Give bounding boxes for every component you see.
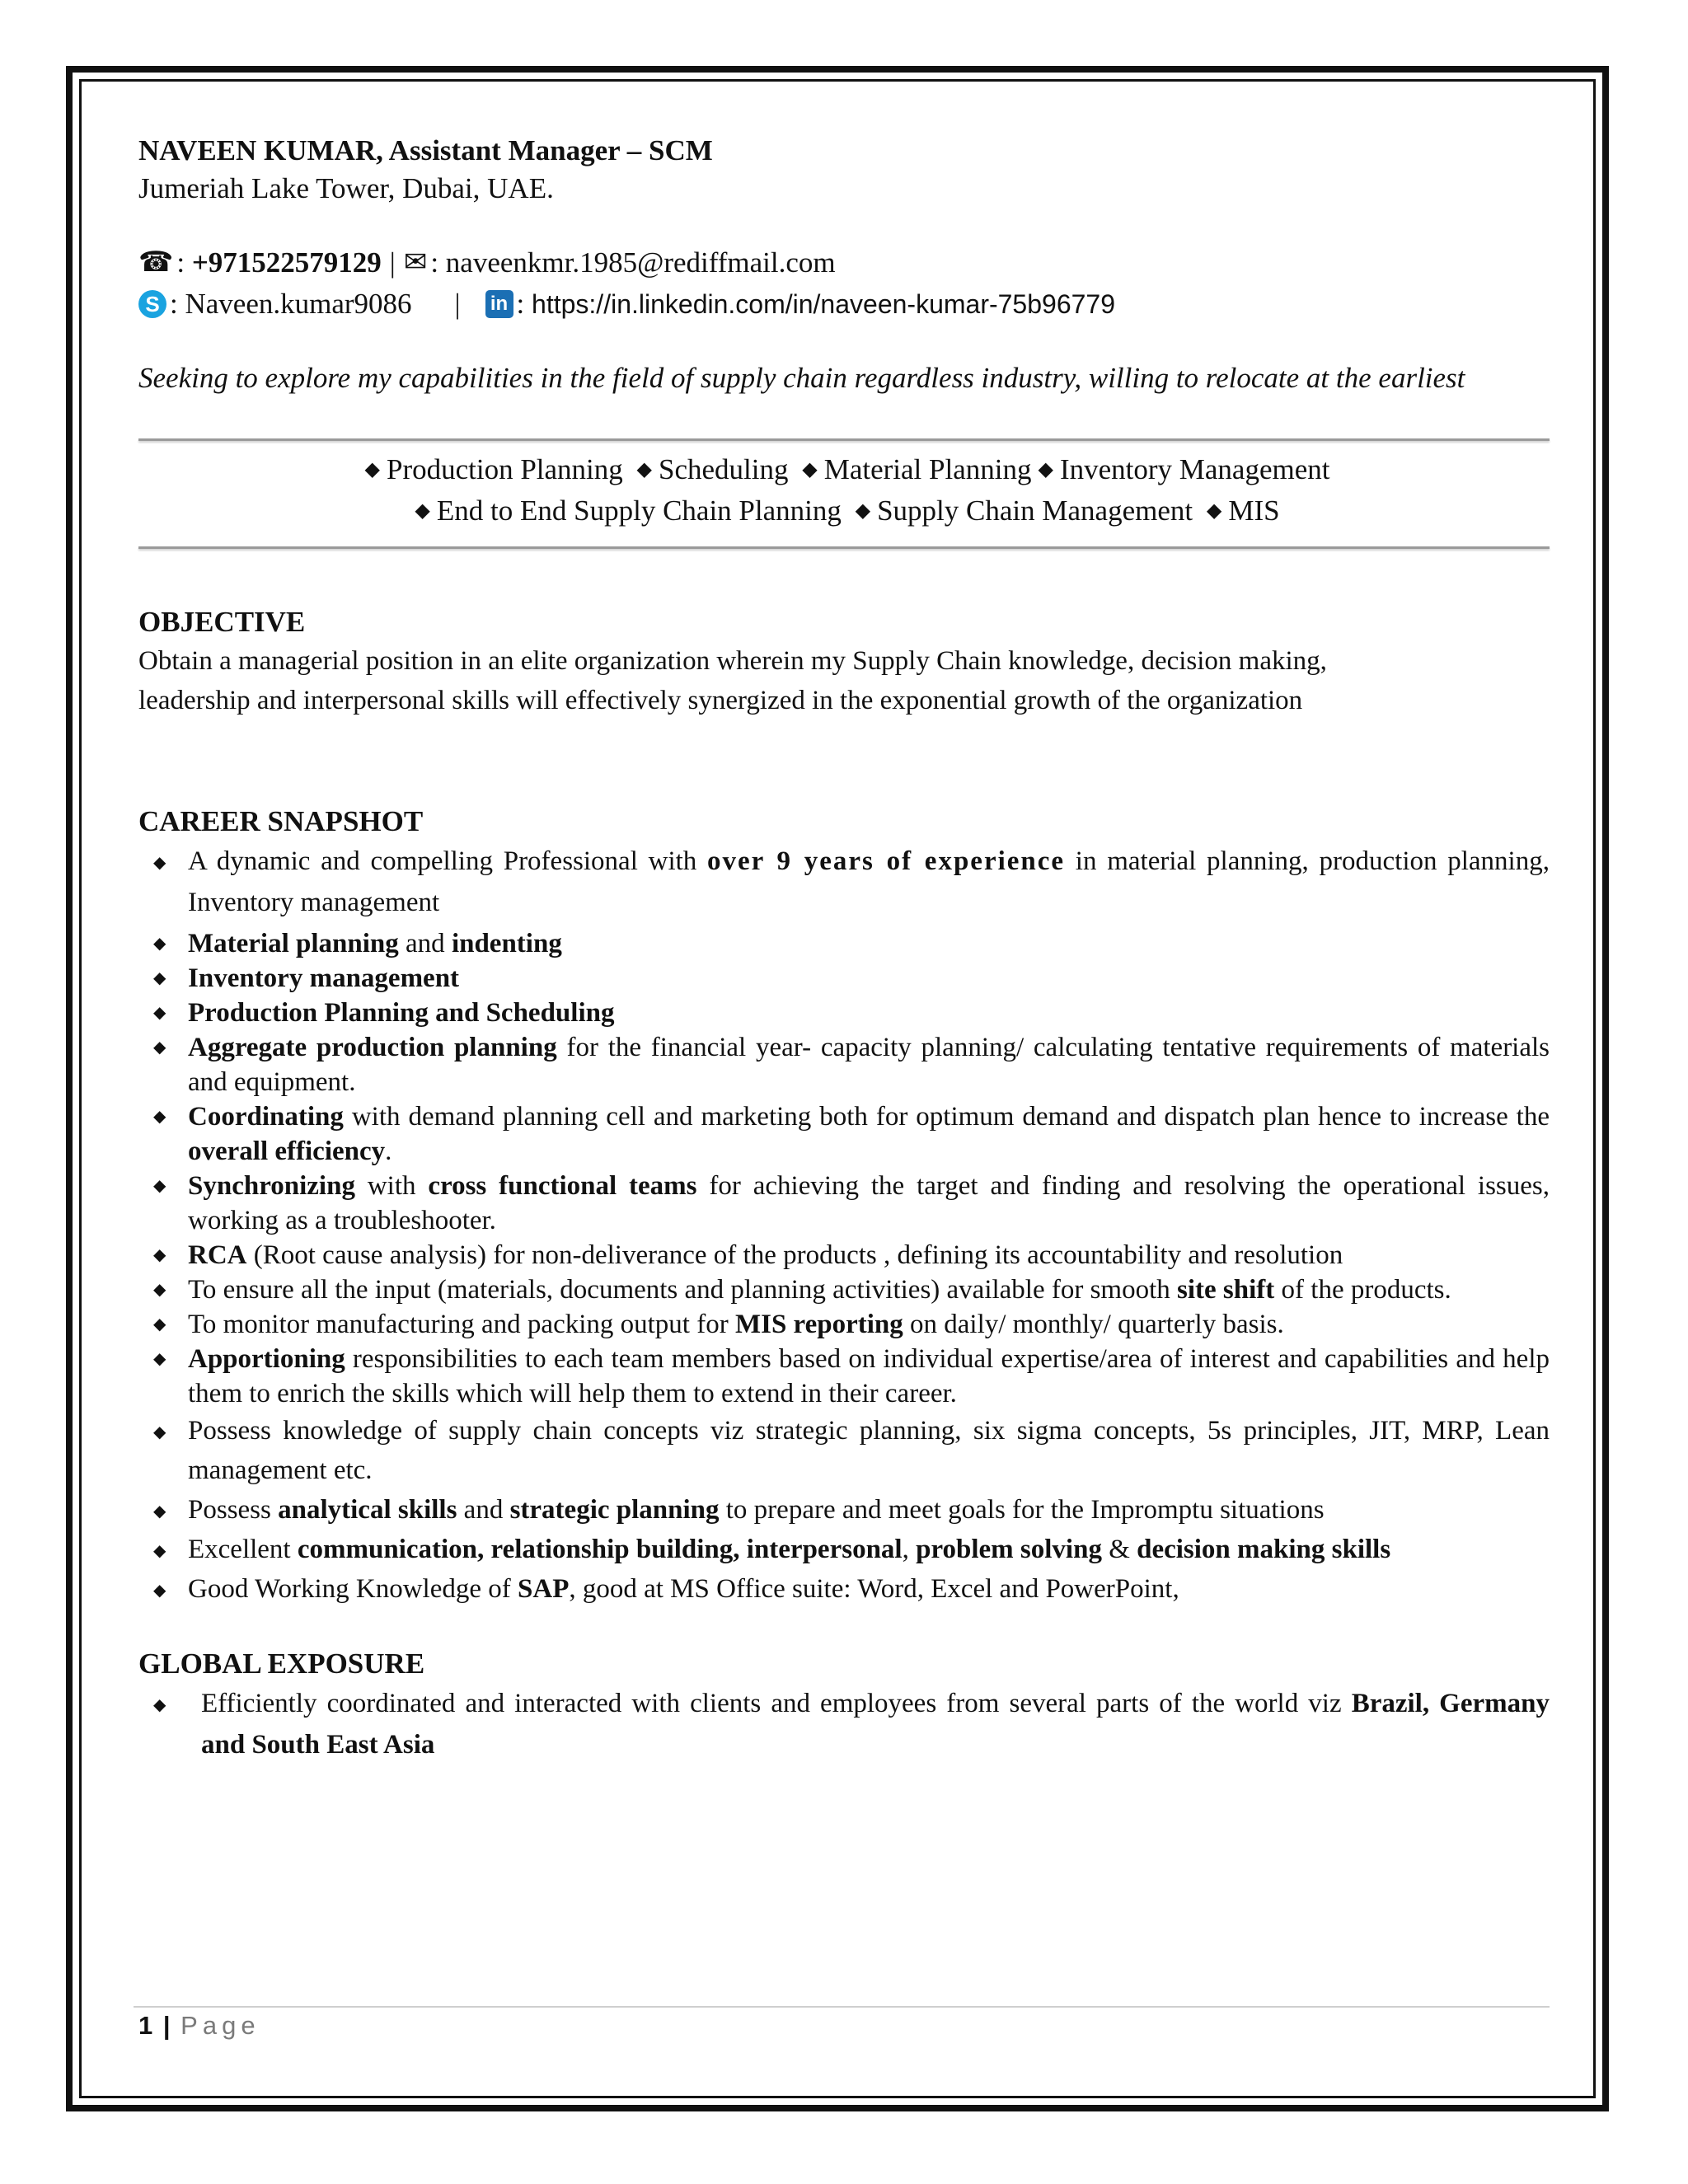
diamond-bullet-icon: ◆ [153,1696,166,1714]
list-item: ◆ Coordinating with demand planning cell and marketing both for optimum demand and dispatch plan hence to increase the overall efficiency. [138,1099,1550,1169]
skill-item: Scheduling [659,453,789,485]
career-snapshot-list [138,841,1550,1609]
skills-row-1 [138,449,1550,490]
contact-separator: | [389,246,396,279]
skill-item: Production Planning [386,453,623,485]
list-item: ◆ Good Working Knowledge of SAP, good at MS Office suite: Word, Excel and PowerPoint, [138,1569,1550,1609]
diamond-bullet-icon: ◆ [415,500,430,522]
list-item: ◆ Synchronizing with cross functional teams for achieving the target and finding and resolving the operational issues, working as a troubleshooter. [138,1169,1550,1238]
page-number: 1 [138,2011,155,2040]
skills-banner [138,441,1550,546]
contact-separator: | [454,288,461,320]
diamond-bullet-icon: ◆ [153,1315,166,1333]
objective-heading: OBJECTIVE [138,606,306,638]
skype-prefix: : [170,288,185,320]
diamond-bullet-icon: ◆ [153,854,166,872]
diamond-bullet-icon: ◆ [153,935,166,953]
phone-icon: ☎ [138,247,174,278]
diamond-bullet-icon: ◆ [153,1423,166,1441]
email-prefix: : [430,246,446,279]
list-item: ◆ Production Planning and Scheduling [138,996,1550,1030]
list-item: ◆ To ensure all the input (materials, documents and planning activities) available for smooth site shift of the products. [138,1272,1550,1307]
list-item: ◆ Possess analytical skills and strategic planning to prepare and meet goals for the Impromptu situations [138,1490,1550,1530]
diamond-bullet-icon: ◆ [802,459,818,480]
global-exposure-list [138,1683,1550,1765]
skill-item: Supply Chain Management [877,494,1193,527]
diamond-bullet-icon: ◆ [1038,459,1053,480]
list-item: ◆ Possess knowledge of supply chain concepts viz strategic planning, six sigma concepts, 5s principles, JIT, MRP, Lean management etc. [138,1411,1550,1490]
career-tagline: Seeking to explore my capabilities in the field of supply chain regardless industry, willing to relocate at the earliest [138,362,1465,394]
diamond-bullet-icon: ◆ [855,500,871,522]
diamond-bullet-icon: ◆ [153,969,166,987]
skype-icon: S [138,290,166,318]
phone-prefix: : [176,246,192,279]
diamond-bullet-icon: ◆ [153,1004,166,1022]
diamond-bullet-icon: ◆ [153,1246,166,1264]
contact-row-1 [138,244,1550,282]
linkedin-url[interactable]: https://in.linkedin.com/in/naveen-kumar-75b96779 [532,289,1115,319]
objective-line-1: Obtain a managerial position in an elite organization wherein my Supply Chain knowledge, decision making, [138,646,1327,676]
diamond-bullet-icon: ◆ [153,1281,166,1299]
global-exposure-heading: GLOBAL EXPOSURE [138,1647,425,1680]
page-label: Page [181,2011,260,2040]
linkedin-prefix: : [516,288,532,320]
contact-row-2 [138,285,1550,323]
footer-divider [134,2006,1550,2008]
list-item: ◆ A dynamic and compelling Professional with over 9 years of experience in material planning, production planning, Inventory management [138,841,1550,923]
diamond-bullet-icon: ◆ [153,1502,166,1521]
objective-line-2: leadership and interpersonal skills will effectively synergized in the exponential growth of the organization [138,686,1303,715]
diamond-bullet-icon: ◆ [153,1542,166,1560]
skills-row-2 [138,490,1550,532]
resume-content [138,132,1550,1765]
skill-item: Inventory Management [1059,453,1330,485]
list-item: ◆ Material planning and indenting [138,926,1550,961]
skype-id[interactable]: Naveen.kumar9086 [185,288,412,320]
diamond-bullet-icon: ◆ [153,1177,166,1195]
diamond-bullet-icon: ◆ [153,1582,166,1600]
skill-item: End to End Supply Chain Planning [436,494,842,527]
list-item: ◆ Excellent communication, relationship building, interpersonal, problem solving & decision making skills [138,1530,1550,1569]
page-footer [138,2011,260,2041]
diamond-bullet-icon: ◆ [364,459,380,480]
diamond-bullet-icon: ◆ [636,459,653,480]
diamond-bullet-icon: ◆ [153,1350,166,1368]
list-item: ◆ Aggregate production planning for the financial year- capacity planning/ calculating tentative requirements of materials and equipment. [138,1030,1550,1099]
list-item: ◆ To monitor manufacturing and packing output for MIS reporting on daily/ monthly/ quarterly basis. [138,1307,1550,1342]
list-item: ◆ Efficiently coordinated and interacted with clients and employees from several parts of the world viz Brazil, Germany and South East Asia [138,1683,1550,1765]
list-item: ◆ RCA (Root cause analysis) for non-deliverance of the products , defining its accountability and resolution [138,1238,1550,1272]
diamond-bullet-icon: ◆ [1206,500,1222,522]
skill-item: MIS [1228,494,1280,527]
linkedin-icon: in [485,290,513,318]
diamond-bullet-icon: ◆ [153,1038,166,1057]
candidate-address: Jumeriah Lake Tower, Dubai, UAE. [138,172,554,204]
phone-number[interactable]: +971522579129 [191,246,382,279]
list-item: ◆ Inventory management [138,961,1550,996]
footer-separator: | [154,2011,181,2040]
mail-icon: ✉ [403,247,428,278]
email-address[interactable]: naveenkmr.1985@rediffmail.com [445,246,836,279]
skill-item: Material Planning [823,453,1032,485]
diamond-bullet-icon: ◆ [153,1108,166,1126]
list-item: ◆ Apportioning responsibilities to each team members based on individual expertise/area of interest and capabilities and help them to enrich the skills which will help them to extend in their career. [138,1342,1550,1411]
career-snapshot-heading: CAREER SNAPSHOT [138,805,424,837]
candidate-name: NAVEEN KUMAR, Assistant Manager – SCM [138,134,713,166]
